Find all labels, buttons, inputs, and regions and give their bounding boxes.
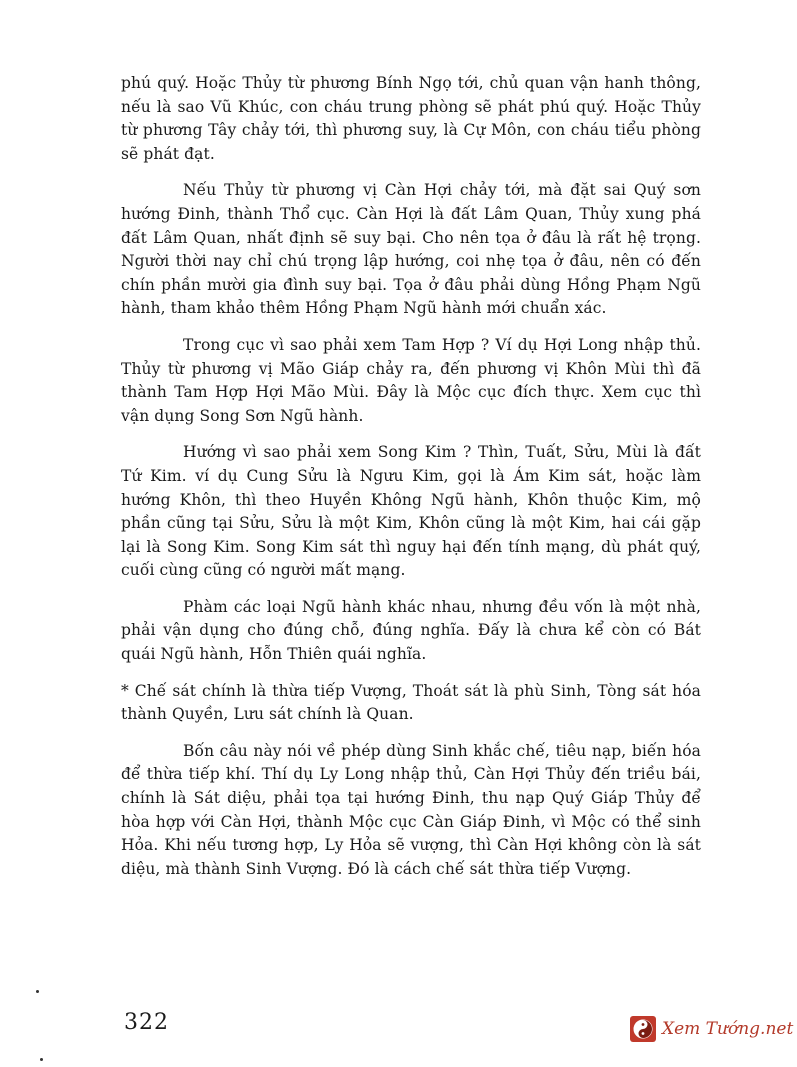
scan-speck	[36, 990, 39, 993]
body-text	[121, 72, 701, 894]
paragraph-3: Trong cục vì sao phải xem Tam Hợp ? Ví dụ Hợi Long nhập thủ. Thủy từ phương vị Mão Giáp chảy ra, đến phương vị Khôn Mùi thì đã thành Tam Hợp Hợi Mão Mùi. Đây là Mộc cục đích thực. Xem cục thì vận dụng Song Sơn Ngũ hành.	[121, 335, 701, 425]
paragraph-5: Phàm các loại Ngũ hành khác nhau, nhưng đều vốn là một nhà, phải vận dụng cho đúng chỗ, đúng nghĩa. Đấy là chưa kể còn có Bát quái Ngũ hành, Hỗn Thiên quái nghĩa.	[121, 597, 701, 664]
yin-yang-icon	[630, 1016, 656, 1042]
paragraph-4: Hướng vì sao phải xem Song Kim ? Thìn, Tuất, Sửu, Mùi là đất Tứ Kim. ví dụ Cung Sửu là Ngưu Kim, gọi là Ám Kim sát, hoặc làm hướng Khôn, thì theo Huyền Không Ngũ hành, Khôn thuộc Kim, mộ phần cũng tại Sửu, Sửu là một Kim, Khôn cũng là một Kim, hai cái gặp lại là Song Kim. Song Kim sát thì nguy hại đến tính mạng, dù phát quý, cuối cùng cũng có người mất mạng.	[121, 443, 701, 580]
paragraph-1: phú quý. Hoặc Thủy từ phương Bính Ngọ tới, chủ quan vận hanh thông, nếu là sao Vũ Khúc, con cháu trung phòng sẽ phát phú quý. Hoặc Thủy từ phương Tây chảy tới, thì phương suy, là Cự Môn, con cháu tiểu phòng sẽ phát đạt.	[121, 74, 701, 163]
paragraph-2: Nếu Thủy từ phương vị Càn Hợi chảy tới, mà đặt sai Quý sơn hướng Đinh, thành Thổ cục. Càn Hợi là đất Lâm Quan, Thủy xung phá đất Lâm Quan, nhất định sẽ suy bại. Cho nên tọa ở đâu là rất hệ trọng. Người thời nay chỉ chú trọng lập hướng, coi nhẹ tọa ở đâu, nên có đến chín phần mười gia đình suy bại. Tọa ở đâu phải dùng Hồng Phạm Ngũ hành, tham khảo thêm Hồng Phạm Ngũ hành mới chuẩn xác.	[121, 181, 701, 318]
paragraph-6-quote: * Chế sát chính là thừa tiếp Vượng, Thoát sát là phù Sinh, Tòng sát hóa thành Quyền, Lưu sát chính là Quan.	[121, 681, 701, 724]
scan-speck	[40, 1058, 43, 1061]
paragraph-7: Bốn câu này nói về phép dùng Sinh khắc chế, tiêu nạp, biến hóa để thừa tiếp khí. Thí dụ Ly Long nhập thủ, Càn Hợi Thủy đến triều bái, chính là Sát diệu, phải tọa tại hướng Đinh, thu nạp Quý Giáp Thủy để hòa hợp với Càn Hợi, thành Mộc cục Càn Giáp Đinh, vì Mộc có thể sinh Hỏa. Khi nếu tương hợp, Ly Hỏa sẽ vượng, thì Càn Hợi không còn là sát diệu, mà thành Sinh Vượng. Đó là cách chế sát thừa tiếp Vượng.	[121, 741, 701, 878]
watermark-text: Xem Tướng.net	[662, 1019, 794, 1039]
watermark[interactable]	[630, 1016, 793, 1042]
page-number: 322	[124, 1010, 169, 1035]
